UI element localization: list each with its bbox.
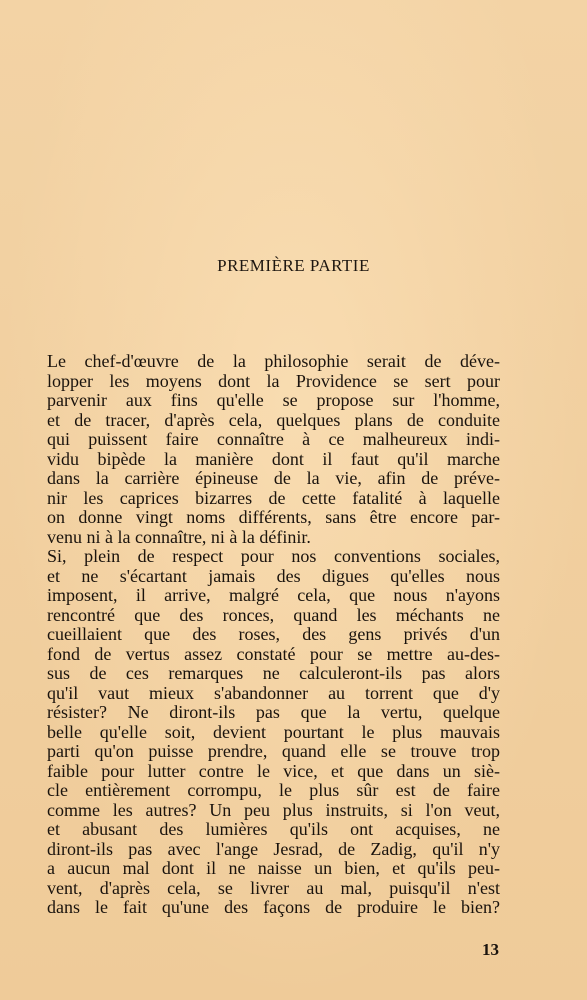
- text-line: venu ni à la connaître, ni à la définir.: [47, 526, 311, 547]
- text-line: nir les caprices bizarres de cette fatalité à laquelle: [47, 487, 500, 508]
- text-line: faible pour lutter contre le vice, et que dans un siè-: [47, 760, 500, 781]
- text-line: dans le fait qu'une des façons de produire le bien?: [47, 897, 500, 917]
- chapter-heading: PREMIÈRE PARTIE: [217, 256, 370, 275]
- text-line: fond de vertus assez constaté pour se mettre au-des-: [47, 643, 500, 664]
- text-line: belle qu'elle soit, devient pourtant le plus mauvais: [47, 721, 500, 742]
- text-line: sus de ces remarques ne calculeront-ils pas alors: [47, 663, 500, 683]
- text-line: on donne vingt noms différents, sans être encore par-: [47, 507, 500, 527]
- text-line: rencontré que des ronces, quand les méchants ne: [47, 604, 500, 625]
- text-line: lopper les moyens dont la Providence se sert pour: [47, 370, 500, 391]
- text-line: cle entièrement corrompu, le plus sûr est de faire: [47, 780, 500, 800]
- text-line: Le chef-d'œuvre de la philosophie serait de déve-: [47, 351, 500, 371]
- text-line: vent, d'après cela, se livrer au mal, puisqu'il n'est: [47, 877, 500, 898]
- text-line: dans la carrière épineuse de la vie, afin de préve-: [47, 468, 500, 488]
- text-line: parti qu'on puisse prendre, quand elle se trouve trop: [47, 741, 500, 761]
- text-line: vidu bipède la manière dont il faut qu'il marche: [47, 448, 500, 469]
- text-line: résister? Ne diront-ils pas que la vertu, quelque: [47, 702, 500, 722]
- text-line: cueillaient que des roses, des gens privés d'un: [47, 624, 500, 644]
- text-line: et de tracer, d'après cela, quelques plans de conduite: [47, 409, 500, 430]
- text-line: imposent, il arrive, malgré cela, que nous n'ayons: [47, 585, 500, 605]
- text-line: et abusant des lumières qu'ils ont acquises, ne: [47, 819, 500, 839]
- body-text: [47, 352, 500, 918]
- text-line: diront-ils pas avec l'ange Jesrad, de Zadig, qu'il n'y: [47, 838, 500, 859]
- text-line: qu'il vaut mieux s'abandonner au torrent que d'y: [47, 682, 500, 703]
- page-number: 13: [482, 940, 499, 959]
- text-line: qui puissent faire connaître à ce malheureux indi-: [47, 429, 500, 449]
- paragraph-1: [47, 352, 500, 547]
- text-line: a aucun mal dont il ne naisse un bien, et qu'ils peu-: [47, 858, 500, 878]
- text-line: parvenir aux fins qu'elle se propose sur l'homme,: [47, 390, 500, 410]
- text-line: comme les autres? Un peu plus instruits, si l'on veut,: [47, 799, 500, 820]
- text-line: et ne s'écartant jamais des digues qu'elles nous: [47, 565, 500, 586]
- text-line: Si, plein de respect pour nos conventions sociales,: [47, 546, 500, 566]
- paragraph-2: [47, 547, 500, 918]
